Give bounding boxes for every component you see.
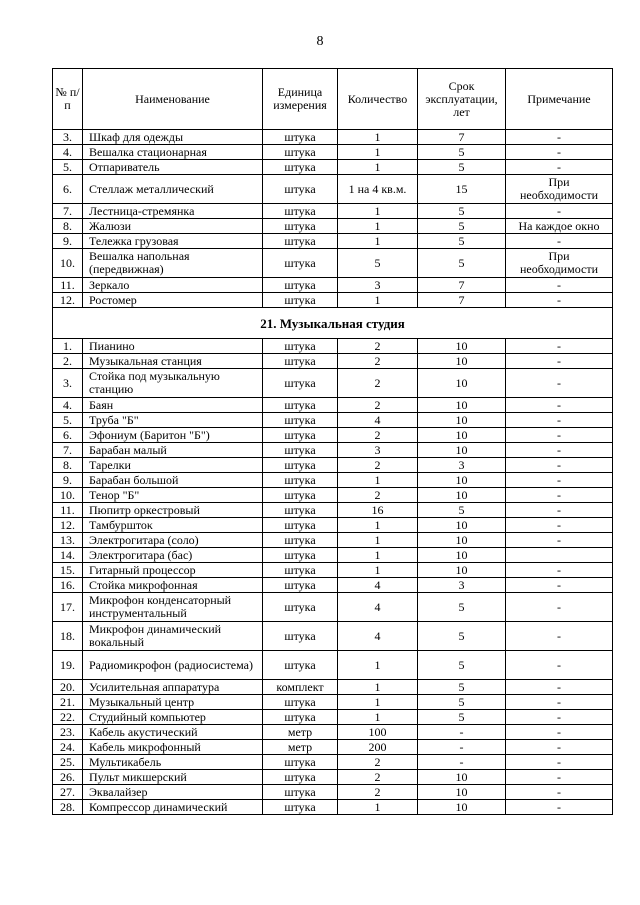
cell-service-life: 5 xyxy=(418,204,506,219)
cell-service-life: 10 xyxy=(418,800,506,815)
cell-service-life: 5 xyxy=(418,695,506,710)
cell-quantity: 4 xyxy=(338,413,418,428)
cell-name: Стойка микрофонная xyxy=(83,578,263,593)
cell-name: Эквалайзер xyxy=(83,785,263,800)
cell-quantity: 1 xyxy=(338,695,418,710)
cell-service-life: 3 xyxy=(418,458,506,473)
cell-unit: штука xyxy=(263,293,338,308)
table-row xyxy=(53,725,613,740)
cell-unit: штука xyxy=(263,518,338,533)
cell-number: 9. xyxy=(53,473,83,488)
cell-service-life: 5 xyxy=(418,710,506,725)
cell-note: - xyxy=(506,563,613,578)
cell-quantity: 100 xyxy=(338,725,418,740)
header-note: Примечание xyxy=(506,69,613,130)
cell-service-life: 5 xyxy=(418,593,506,622)
cell-name: Баян xyxy=(83,398,263,413)
table-body-furniture xyxy=(53,130,613,308)
cell-quantity: 1 xyxy=(338,204,418,219)
table-row xyxy=(53,219,613,234)
table-row xyxy=(53,695,613,710)
table-row xyxy=(53,249,613,278)
table-row xyxy=(53,680,613,695)
cell-quantity: 2 xyxy=(338,458,418,473)
cell-quantity: 2 xyxy=(338,770,418,785)
cell-quantity: 1 xyxy=(338,800,418,815)
cell-unit: штука xyxy=(263,578,338,593)
table-row xyxy=(53,130,613,145)
cell-unit: штука xyxy=(263,354,338,369)
table-row xyxy=(53,354,613,369)
cell-service-life: 5 xyxy=(418,160,506,175)
table-row xyxy=(53,548,613,563)
cell-number: 6. xyxy=(53,175,83,204)
cell-name: Барабан малый xyxy=(83,443,263,458)
cell-unit: штука xyxy=(263,249,338,278)
cell-service-life: 5 xyxy=(418,622,506,651)
cell-number: 12. xyxy=(53,293,83,308)
cell-unit: штука xyxy=(263,548,338,563)
cell-number: 20. xyxy=(53,680,83,695)
cell-number: 7. xyxy=(53,204,83,219)
cell-name: Гитарный процессор xyxy=(83,563,263,578)
cell-name: Электрогитара (бас) xyxy=(83,548,263,563)
cell-number: 5. xyxy=(53,413,83,428)
cell-quantity: 1 xyxy=(338,130,418,145)
cell-unit: штука xyxy=(263,651,338,680)
cell-name: Тележка грузовая xyxy=(83,234,263,249)
cell-quantity: 2 xyxy=(338,785,418,800)
cell-service-life: 10 xyxy=(418,770,506,785)
cell-unit: штука xyxy=(263,278,338,293)
cell-unit: штука xyxy=(263,130,338,145)
cell-number: 7. xyxy=(53,443,83,458)
cell-quantity: 5 xyxy=(338,249,418,278)
header-num: № п/п xyxy=(53,69,83,130)
cell-unit: метр xyxy=(263,740,338,755)
cell-number: 11. xyxy=(53,278,83,293)
cell-number: 11. xyxy=(53,503,83,518)
cell-unit: штука xyxy=(263,428,338,443)
section-row xyxy=(53,308,613,339)
cell-quantity: 1 xyxy=(338,710,418,725)
cell-number: 21. xyxy=(53,695,83,710)
cell-note: - xyxy=(506,593,613,622)
cell-note: При необходимости xyxy=(506,175,613,204)
cell-quantity: 1 xyxy=(338,563,418,578)
cell-quantity: 3 xyxy=(338,278,418,293)
cell-note: - xyxy=(506,503,613,518)
cell-note: - xyxy=(506,518,613,533)
table-row xyxy=(53,651,613,680)
cell-service-life: 5 xyxy=(418,145,506,160)
cell-quantity: 1 xyxy=(338,219,418,234)
cell-unit: штука xyxy=(263,755,338,770)
cell-number: 14. xyxy=(53,548,83,563)
cell-note: - xyxy=(506,339,613,354)
cell-quantity: 2 xyxy=(338,369,418,398)
cell-quantity: 1 xyxy=(338,680,418,695)
cell-name: Пианино xyxy=(83,339,263,354)
table-row xyxy=(53,278,613,293)
cell-number: 4. xyxy=(53,145,83,160)
cell-quantity: 4 xyxy=(338,578,418,593)
cell-unit: штука xyxy=(263,473,338,488)
cell-name: Стеллаж металлический xyxy=(83,175,263,204)
cell-number: 3. xyxy=(53,130,83,145)
table-row xyxy=(53,175,613,204)
inventory-table xyxy=(52,68,613,815)
cell-number: 5. xyxy=(53,160,83,175)
cell-service-life: 10 xyxy=(418,548,506,563)
table-row xyxy=(53,369,613,398)
cell-number: 10. xyxy=(53,249,83,278)
cell-note: - xyxy=(506,800,613,815)
cell-quantity: 16 xyxy=(338,503,418,518)
cell-note: - xyxy=(506,770,613,785)
cell-quantity: 1 xyxy=(338,651,418,680)
cell-name: Барабан большой xyxy=(83,473,263,488)
cell-number: 25. xyxy=(53,755,83,770)
table-row xyxy=(53,488,613,503)
page-number: 8 xyxy=(316,34,324,49)
cell-number: 26. xyxy=(53,770,83,785)
cell-name: Кабель акустический xyxy=(83,725,263,740)
cell-service-life: 7 xyxy=(418,293,506,308)
cell-unit: штука xyxy=(263,443,338,458)
cell-service-life: 10 xyxy=(418,398,506,413)
cell-name: Ростомер xyxy=(83,293,263,308)
cell-unit: штука xyxy=(263,503,338,518)
cell-note: - xyxy=(506,369,613,398)
cell-service-life: 5 xyxy=(418,651,506,680)
cell-note: - xyxy=(506,130,613,145)
cell-service-life: 10 xyxy=(418,369,506,398)
cell-name: Мультикабель xyxy=(83,755,263,770)
cell-name: Радиомикрофон (радиосистема) xyxy=(83,651,263,680)
cell-unit: штука xyxy=(263,533,338,548)
cell-quantity: 3 xyxy=(338,443,418,458)
cell-quantity: 1 xyxy=(338,533,418,548)
cell-quantity: 1 на 4 кв.м. xyxy=(338,175,418,204)
table-row xyxy=(53,413,613,428)
cell-note: - xyxy=(506,695,613,710)
cell-note: - xyxy=(506,398,613,413)
cell-service-life: 10 xyxy=(418,488,506,503)
cell-quantity: 2 xyxy=(338,354,418,369)
cell-service-life: 7 xyxy=(418,278,506,293)
cell-unit: штука xyxy=(263,622,338,651)
cell-note: - xyxy=(506,204,613,219)
table-row xyxy=(53,770,613,785)
cell-note: - xyxy=(506,458,613,473)
header-qty: Количество xyxy=(338,69,418,130)
cell-service-life: 5 xyxy=(418,234,506,249)
section-title: 21. Музыкальная студия xyxy=(53,308,613,339)
cell-service-life: 5 xyxy=(418,219,506,234)
cell-name: Отпариватель xyxy=(83,160,263,175)
cell-number: 18. xyxy=(53,622,83,651)
cell-quantity: 4 xyxy=(338,622,418,651)
cell-unit: штука xyxy=(263,458,338,473)
cell-service-life: - xyxy=(418,725,506,740)
cell-service-life: 10 xyxy=(418,563,506,578)
cell-number: 2. xyxy=(53,354,83,369)
header-unit: Единица измерения xyxy=(263,69,338,130)
cell-name: Электрогитара (соло) xyxy=(83,533,263,548)
cell-note: - xyxy=(506,622,613,651)
cell-quantity: 2 xyxy=(338,428,418,443)
cell-unit: комплект xyxy=(263,680,338,695)
cell-note: - xyxy=(506,234,613,249)
cell-service-life: 10 xyxy=(418,473,506,488)
table-row xyxy=(53,443,613,458)
cell-name: Труба "Б" xyxy=(83,413,263,428)
cell-unit: штука xyxy=(263,563,338,578)
cell-note: - xyxy=(506,488,613,503)
cell-number: 24. xyxy=(53,740,83,755)
cell-name: Компрессор динамический xyxy=(83,800,263,815)
cell-note: - xyxy=(506,785,613,800)
cell-unit: штука xyxy=(263,219,338,234)
cell-note: - xyxy=(506,428,613,443)
cell-number: 10. xyxy=(53,488,83,503)
cell-note: - xyxy=(506,354,613,369)
header-row xyxy=(53,69,613,130)
cell-note: - xyxy=(506,293,613,308)
cell-quantity: 1 xyxy=(338,160,418,175)
cell-note: - xyxy=(506,278,613,293)
cell-quantity: 1 xyxy=(338,518,418,533)
cell-unit: штука xyxy=(263,710,338,725)
cell-name: Жалюзи xyxy=(83,219,263,234)
table-row xyxy=(53,563,613,578)
cell-quantity: 2 xyxy=(338,488,418,503)
table-row xyxy=(53,204,613,219)
cell-unit: штука xyxy=(263,488,338,503)
cell-name: Микрофон динамический вокальный xyxy=(83,622,263,651)
cell-service-life: - xyxy=(418,755,506,770)
cell-service-life: 10 xyxy=(418,354,506,369)
cell-name: Пюпитр оркестровый xyxy=(83,503,263,518)
table-row xyxy=(53,785,613,800)
cell-name: Стойка под музыкальную станцию xyxy=(83,369,263,398)
cell-number: 8. xyxy=(53,219,83,234)
cell-name: Музыкальная станция xyxy=(83,354,263,369)
cell-note: - xyxy=(506,725,613,740)
cell-number: 15. xyxy=(53,563,83,578)
cell-service-life: 10 xyxy=(418,339,506,354)
cell-name: Вешалка напольная (передвижная) xyxy=(83,249,263,278)
cell-quantity: 2 xyxy=(338,339,418,354)
table-row xyxy=(53,578,613,593)
cell-quantity: 2 xyxy=(338,398,418,413)
table-row xyxy=(53,503,613,518)
cell-name: Усилительная аппаратура xyxy=(83,680,263,695)
cell-service-life: 10 xyxy=(418,443,506,458)
cell-service-life: 5 xyxy=(418,503,506,518)
cell-number: 23. xyxy=(53,725,83,740)
table-row xyxy=(53,710,613,725)
cell-number: 16. xyxy=(53,578,83,593)
table-row xyxy=(53,339,613,354)
table-row xyxy=(53,458,613,473)
table-body-section xyxy=(53,308,613,339)
cell-note: - xyxy=(506,145,613,160)
table-row xyxy=(53,755,613,770)
cell-name: Эфониум (Баритон "Б") xyxy=(83,428,263,443)
cell-unit: штука xyxy=(263,204,338,219)
cell-name: Студийный компьютер xyxy=(83,710,263,725)
table-row xyxy=(53,622,613,651)
cell-name: Музыкальный центр xyxy=(83,695,263,710)
cell-number: 12. xyxy=(53,518,83,533)
cell-name: Пульт микшерский xyxy=(83,770,263,785)
cell-unit: штука xyxy=(263,339,338,354)
table-row xyxy=(53,428,613,443)
cell-unit: штука xyxy=(263,369,338,398)
cell-quantity: 4 xyxy=(338,593,418,622)
cell-quantity: 1 xyxy=(338,548,418,563)
cell-note: - xyxy=(506,160,613,175)
cell-number: 4. xyxy=(53,398,83,413)
cell-note xyxy=(506,548,613,563)
header-name: Наименование xyxy=(83,69,263,130)
table-row xyxy=(53,145,613,160)
cell-unit: штука xyxy=(263,160,338,175)
cell-service-life: 10 xyxy=(418,785,506,800)
cell-note: - xyxy=(506,578,613,593)
cell-unit: штука xyxy=(263,145,338,160)
cell-number: 9. xyxy=(53,234,83,249)
table-row xyxy=(53,160,613,175)
cell-unit: штука xyxy=(263,234,338,249)
cell-service-life: 10 xyxy=(418,428,506,443)
cell-service-life: 10 xyxy=(418,533,506,548)
cell-note: - xyxy=(506,443,613,458)
cell-unit: штука xyxy=(263,413,338,428)
table-row xyxy=(53,293,613,308)
cell-number: 3. xyxy=(53,369,83,398)
cell-quantity: 2 xyxy=(338,755,418,770)
cell-quantity: 1 xyxy=(338,293,418,308)
table-body-music-studio xyxy=(53,339,613,815)
cell-note: - xyxy=(506,413,613,428)
cell-service-life: 3 xyxy=(418,578,506,593)
cell-service-life: 5 xyxy=(418,680,506,695)
cell-number: 22. xyxy=(53,710,83,725)
cell-unit: штука xyxy=(263,770,338,785)
cell-note: - xyxy=(506,755,613,770)
table-row xyxy=(53,473,613,488)
table-row xyxy=(53,593,613,622)
cell-service-life: 5 xyxy=(418,249,506,278)
cell-number: 13. xyxy=(53,533,83,548)
cell-name: Зеркало xyxy=(83,278,263,293)
cell-note: - xyxy=(506,680,613,695)
cell-service-life: - xyxy=(418,740,506,755)
header-life: Срок эксплуатации, лет xyxy=(418,69,506,130)
cell-number: 8. xyxy=(53,458,83,473)
cell-quantity: 1 xyxy=(338,473,418,488)
cell-name: Кабель микрофонный xyxy=(83,740,263,755)
cell-unit: метр xyxy=(263,725,338,740)
cell-service-life: 10 xyxy=(418,413,506,428)
table-row xyxy=(53,398,613,413)
table-row xyxy=(53,533,613,548)
cell-name: Микрофон конденсаторный инструментальный xyxy=(83,593,263,622)
cell-name: Шкаф для одежды xyxy=(83,130,263,145)
cell-note: На каждое окно xyxy=(506,219,613,234)
cell-note: При необходимости xyxy=(506,249,613,278)
cell-note: - xyxy=(506,533,613,548)
cell-name: Тарелки xyxy=(83,458,263,473)
table-row xyxy=(53,740,613,755)
cell-service-life: 10 xyxy=(418,518,506,533)
cell-note: - xyxy=(506,740,613,755)
cell-unit: штука xyxy=(263,593,338,622)
cell-number: 17. xyxy=(53,593,83,622)
cell-service-life: 7 xyxy=(418,130,506,145)
cell-number: 1. xyxy=(53,339,83,354)
cell-name: Вешалка стационарная xyxy=(83,145,263,160)
cell-number: 28. xyxy=(53,800,83,815)
table-row xyxy=(53,518,613,533)
cell-service-life: 15 xyxy=(418,175,506,204)
cell-number: 6. xyxy=(53,428,83,443)
cell-unit: штука xyxy=(263,785,338,800)
cell-note: - xyxy=(506,651,613,680)
cell-name: Лестница-стремянка xyxy=(83,204,263,219)
cell-unit: штука xyxy=(263,695,338,710)
cell-quantity: 1 xyxy=(338,145,418,160)
cell-number: 27. xyxy=(53,785,83,800)
cell-note: - xyxy=(506,473,613,488)
cell-number: 19. xyxy=(53,651,83,680)
table-row xyxy=(53,234,613,249)
cell-name: Тамбурштоκ xyxy=(83,518,263,533)
cell-name: Тенор "Б" xyxy=(83,488,263,503)
cell-unit: штука xyxy=(263,398,338,413)
cell-quantity: 200 xyxy=(338,740,418,755)
cell-unit: штука xyxy=(263,800,338,815)
cell-unit: штука xyxy=(263,175,338,204)
cell-quantity: 1 xyxy=(338,234,418,249)
table-row xyxy=(53,800,613,815)
cell-note: - xyxy=(506,710,613,725)
